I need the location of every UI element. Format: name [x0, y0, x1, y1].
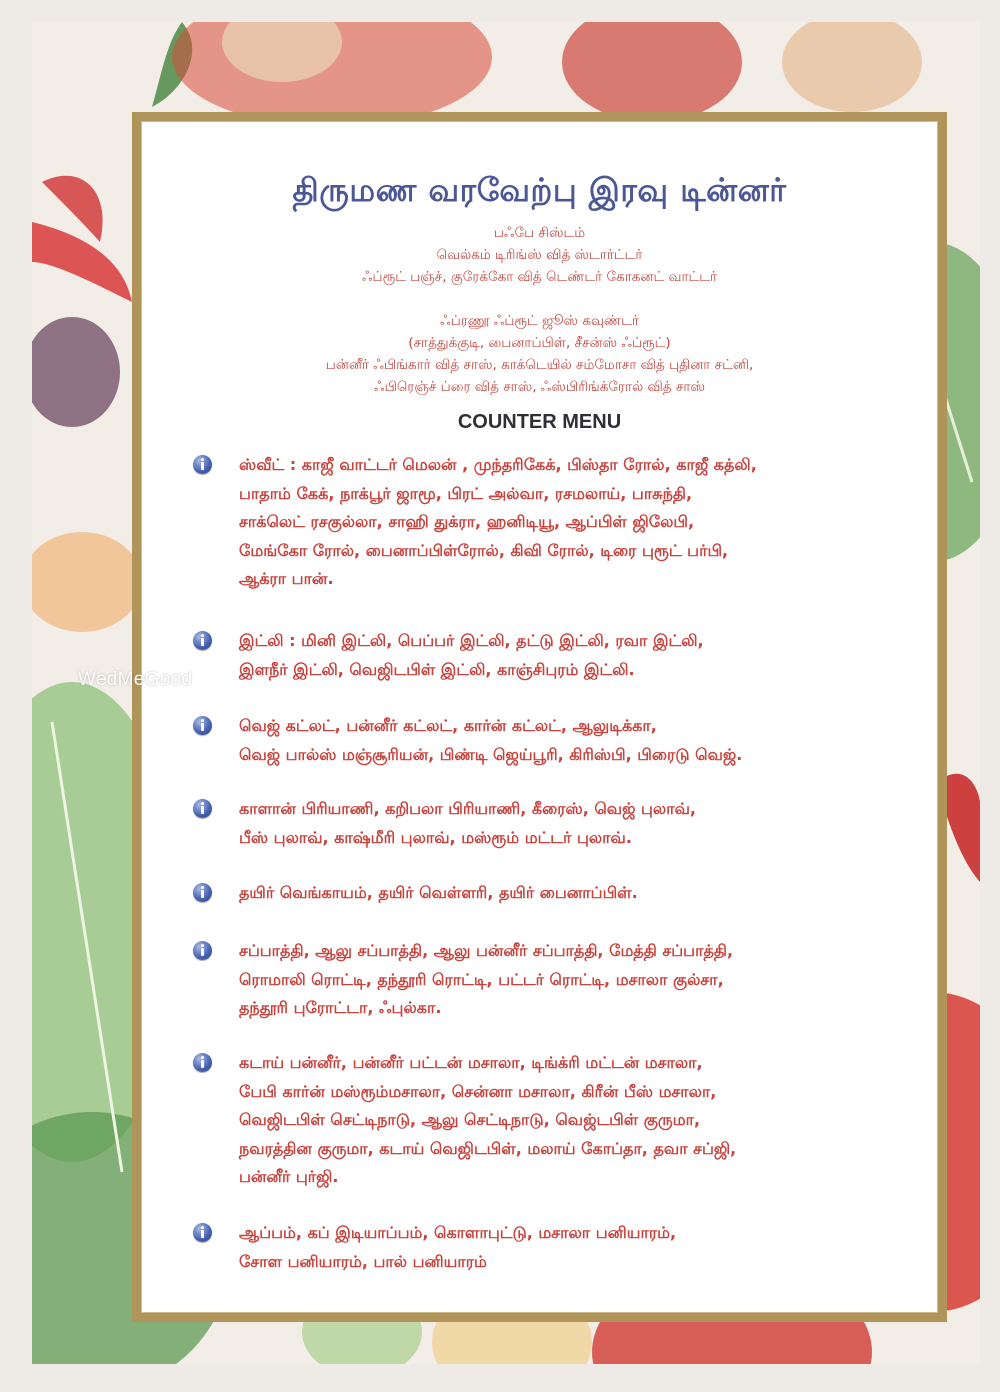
- menu-title: திருமண வரவேற்பு இரவு டின்னர்: [292, 171, 787, 209]
- menu-line: ரொமாலி ரொட்டி, தந்தூரி ரொட்டி, பட்டர் ரொட்டி, மசாலா குல்சா,: [239, 969, 724, 989]
- menu-item-curries: [193, 1049, 893, 1192]
- info-icon: [193, 799, 212, 818]
- menu-item-biryani: [193, 795, 893, 852]
- juice-line: ஃப்ரணூ ஃப்ரூட் ஜூஸ் கவுண்டர்: [440, 313, 639, 329]
- info-icon: [193, 455, 212, 474]
- menu-line: தயிர் வெங்காயம், தயிர் வெள்ளரி, தயிர் பைனாப்பிள்.: [239, 883, 638, 902]
- info-icon: [193, 883, 212, 902]
- menu-line: காளான் பிரியாணி, கறிபலா பிரியாணி, கீரைஸ், வெஜ் புலாவ்,: [239, 799, 696, 818]
- juice-counter-lines: [141, 310, 938, 398]
- menu-line: வெஜ் பால்ஸ் மஞ்சூரியன், பிண்டி ஜெய்பூரி, கிரிஸ்பி, பிரைடு வெஜ்.: [239, 744, 743, 764]
- intro-line: வெல்கம் டிரிங்ஸ் வித் ஸ்டார்ட்டர்: [436, 247, 643, 263]
- info-icon: [193, 1053, 212, 1072]
- menu-line: வெஜ் கட்லட், பன்னீர் கட்லட், கார்ன் கட்லட், ஆலுடிக்கா,: [239, 716, 657, 735]
- juice-line: பன்னீர் ஃபிங்கார் வித் சாஸ், காக்டெயில் சம்மோசா வித் புதினா சட்னி,: [325, 357, 754, 373]
- menu-item-breads: [193, 937, 893, 1023]
- menu-item-appam: [193, 1219, 893, 1276]
- menu-line: தந்தூரி புரோட்டா, ஃபுல்கா.: [239, 998, 442, 1017]
- menu-card: [132, 112, 947, 1322]
- counter-menu-heading: COUNTER MENU: [457, 411, 622, 433]
- menu-line: பேபி கார்ன் மஸ்ரூம்மசாலா, சென்னா மசாலா, கிரீன் பீஸ் மசாலா,: [239, 1081, 717, 1101]
- menu-line: கடாய் பன்னீர், பன்னீர் பட்டன் மசாலா, டிங்க்ரி மட்டன் மசாலா,: [239, 1053, 703, 1072]
- menu-line: சாக்லெட் ரசகுல்லா, சாஹி துக்ரா, ஹனிடியூ, ஆப்பிள் ஜிலேபி,: [239, 512, 695, 531]
- info-icon: [193, 631, 212, 650]
- menu-line: வெஜிடபிள் செட்டிநாடு, ஆலு செட்டிநாடு, வெஜ்டபிள் குருமா,: [239, 1110, 701, 1129]
- intro-line: ஃப்ரூட் பஞ்ச், குரேக்கோ வித் டெண்டர் கோகனட் வாட்டர்: [361, 269, 718, 285]
- info-icon: [193, 716, 212, 735]
- menu-item-sweets: [193, 451, 893, 594]
- intro-lines: [141, 222, 938, 288]
- menu-item-cutlets: [193, 712, 893, 769]
- menu-line: ஆப்பம், கப் இடியாப்பம், கொளாபுட்டு, மசாலா பனியாரம்,: [239, 1223, 677, 1242]
- menu-line: இளநீர் இட்லி, வெஜிடபிள் இட்லி, காஞ்சிபுரம் இட்லி.: [239, 659, 635, 679]
- info-icon: [193, 1223, 212, 1242]
- menu-line: பீஸ் புலாவ், காஷ்மீரி புலாவ், மஸ்ரூம் மட்டர் புலாவ்.: [239, 827, 632, 847]
- menu-item-idli: [193, 627, 893, 684]
- intro-line: பஃபே சிஸ்டம்: [493, 225, 586, 241]
- menu-line: பன்னீர் புர்ஜி.: [239, 1167, 339, 1186]
- juice-line: ஃபிரெஞ்ச் ப்ரை வித் சாஸ், ஃஸ்பிரிங்க்ரோல் வித் சாஸ்: [374, 379, 705, 395]
- menu-line: நவரத்தின குருமா, கடாய் வெஜிடபிள், மலாய் கோப்தா, தவா சப்ஜி,: [239, 1138, 737, 1158]
- watermark-text: WedMeGood: [78, 669, 193, 690]
- menu-line: சோள பனியாரம், பால் பனியாரம்: [239, 1251, 487, 1271]
- menu-line: மேங்கோ ரோல், பைனாப்பிள்ரோல், கிவி ரோல், டிரை புரூட் பர்பி,: [239, 540, 729, 560]
- juice-line: (சாத்துக்குடி, பைனாப்பிள், சீசன்ஸ் ஃப்ரூட்): [408, 335, 671, 351]
- menu-line: சப்பாத்தி, ஆலு சப்பாத்தி, ஆலு பன்னீர் சப்பாத்தி, மேத்தி சப்பாத்தி,: [239, 941, 734, 960]
- menu-item-curd: [193, 879, 893, 908]
- info-icon: [193, 941, 212, 960]
- menu-line: ஆக்ரா பான்.: [239, 569, 334, 588]
- menu-line: பாதாம் கேக், நாக்பூர் ஜாமூ, பிரட் அல்வா, ரசமலாய், பாசுந்தி,: [239, 483, 693, 503]
- menu-line: இட்லி : மினி இட்லி, பெப்பர் இட்லி, தட்டு இட்லி, ரவா இட்லி,: [239, 631, 704, 650]
- menu-line: ஸ்வீட் : காஜீ வாட்டர் மெலன் , முந்தரிகேக், பிஸ்தா ரோல், காஜீ கத்லி,: [239, 455, 757, 474]
- menu-poster: [32, 22, 980, 1364]
